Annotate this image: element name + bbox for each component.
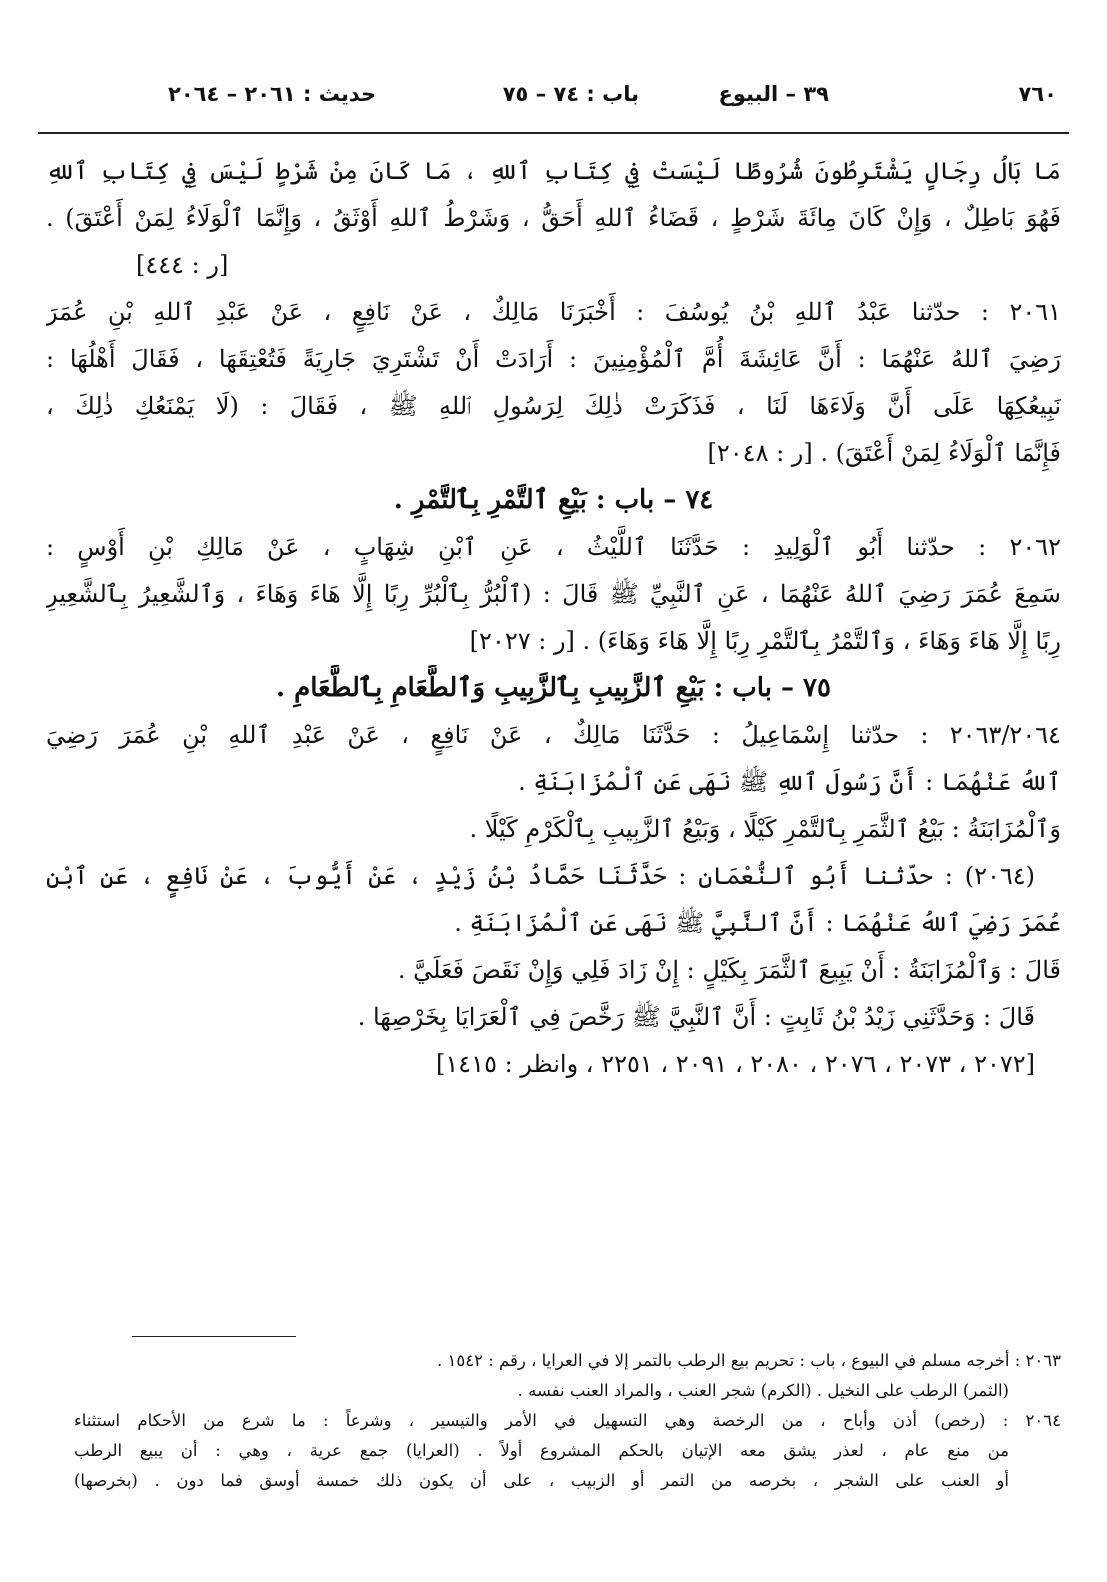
text-line: قَالَ : وَحَدَّثَنِي زَيْدُ بْنُ ثَابِتٍ : أَنَّ ٱلنَّبِيَّ ﷺ رَخَّصَ فِي ٱلْعَرَايَا بِخَرْصِهَا . (357, 1003, 1035, 1031)
hadith-line: ٢٠٦١ : حدّثنا عَبْدُ ٱللهِ بْنُ يُوسُفَ : أَخْبَرَنَا مَالِكٌ ، عَنْ نَافِعٍ ، عَنْ عَبْدِ ٱللهِ بْنِ عُمَرَ (46, 298, 1061, 326)
text-line: قَالَ : وَٱلْمُزَابَنَةُ : أَنْ يَبِيعَ ٱلثَّمَرَ بِكَيْلٍ : إِنْ زَادَ فَلِي وَإِنْ نَقَصَ فَعَلَيَّ . (397, 956, 1061, 984)
text-line: فَهُوَ بَاطِلٌ ، وَإِنْ كَانَ مِائَةَ شَرْطٍ ، قَضَاءُ ٱللهِ أَحَقُّ ، وَشَرْطُ ٱللهِ أَوْثَقُ ، وَإِنَّمَا ٱلْوَلَاءُ لِمَنْ أَعْتَقَ) . (46, 204, 1061, 232)
text-line: وَٱلْمُزَابَنَةُ : بَيْعُ ٱلثَّمَرِ بِٱلتَّمْرِ كَيْلًا ، وَبَيْعُ ٱلزَّبِيبِ بِٱلْكَرْمِ كَيْلًا . (469, 815, 1061, 843)
text-line: رِبًا إِلَّا هَاءَ وَهَاءَ ، وَٱلتَّمْرُ بِٱلتَّمْرِ رِبًا إِلَّا هَاءَ وَهَاءَ) . [ر : ٢٠٢٧] (469, 627, 1061, 655)
header-divider (38, 132, 1069, 134)
text-line: نَبِيعُكِهَا عَلَى أَنَّ وَلَاءَهَا لَنَا ، فَذَكَرَتْ ذٰلِكَ لِرَسُولِ ٱللهِ ﷺ ، فَقَالَ : (لَا يَمْنَعُكِ ذٰلِكَ ، (46, 392, 1061, 420)
footnote-line: أو العنب على الشجر ، بخرصه من التمر أو الزبيب ، على أن يكون ذلك خمسة أوسق فما دون . (بخرصها) (74, 1471, 1009, 1490)
chapter-range: باب : ٧٤ – ٧٥ (502, 82, 639, 106)
book-title: ٣٩ – البيوع (718, 82, 829, 106)
footnote-line: ٢٠٦٣ : أخرجه مسلم في البيوع ، باب : تحريم بيع الرطب بالتمر إلا في العرايا ، رقم : ١٥٤٢ . (437, 1351, 1061, 1370)
chapter-heading: ٧٥ – باب : بَيْعِ ٱلزَّبِيبِ بِٱلزَّبِيبِ وَٱلطَّعَامِ بِٱلطَّعَامِ . (276, 673, 831, 703)
footnote-divider (132, 1336, 296, 1337)
cross-reference-text: [ر : ٤٤٤] (136, 251, 229, 279)
footnote-line: (الثمر) الرطب على النخيل . (الكرم) شجر العنب ، والمراد العنب نفسه . (517, 1381, 1009, 1400)
book-page (38, 0, 1069, 1582)
hadith-line: ٢٠٦٢ : حدّثنا أَبُو ٱلْوَلِيدِ : حَدَّثَنَا ٱللَّيْثُ ، عَنِ ٱبْنِ شِهَابٍ ، عَنْ مَالِكِ بْنِ أَوْسٍ : (46, 533, 1061, 561)
hadith-line: ٢٠٦٣/٢٠٦٤ : حدّثنا إِسْمَاعِيلُ : حَدَّثَنَا مَالِكٌ ، عَنْ نَافِعٍ ، عَنْ عَبْدِ ٱللهِ بْنِ عُمَرَ رَضِيَ (46, 721, 1061, 749)
cross-reference: [٢٠٧٢ ، ٢٠٧٣ ، ٢٠٧٦ ، ٢٠٨٠ ، ٢٠٩١ ، ٢٢٥١ ، وانظر : ١٤١٥] (436, 1050, 1035, 1078)
footnote-line: ٢٠٦٤ : (رخص) أذن وأباح ، من الرخصة وهي التسهيل في الأمر والتيسير ، وشرعاً : ما شرع من الأحكام استثناء (74, 1411, 1061, 1430)
text-line: رَضِيَ ٱللهُ عَنْهُمَا : أَنَّ عَائِشَةَ أُمَّ ٱلْمُؤْمِنِينَ : أَرَادَتْ أَنْ تَشْتَرِيَ جَارِيَةً فَتُعْتِقَهَا ، فَقَالَ أَهْلُهَا : (46, 345, 1061, 373)
text-line: عُمَرَ رَضِيَ ٱللهُ عَنْهُمَا : أَنَّ ٱلنَّبِيَّ ﷺ نَهَى عَنِ ٱلْمُزَابَنَةِ . (454, 909, 1061, 937)
main-text (46, 148, 1061, 1088)
hadith-range: حديث : ٢٠٦١ – ٢٠٦٤ (168, 82, 377, 106)
page-number: ٧٦٠ (1018, 82, 1057, 106)
text-line: ٱللهُ عَنْهُمَا : أَنَّ رَسُولَ ٱللهِ ﷺ نَهَى عَنِ ٱلْمُزَابَنَةِ . (518, 768, 1061, 796)
text-line: مَا بَالُ رِجَالٍ يَشْتَرِطُونَ شُرُوطًا لَيْسَتْ فِي كِتَابِ ٱللهِ ، مَا كَانَ مِنْ شَرْطٍ لَيْسَ فِي كِتَابِ ٱللهِ (46, 157, 1061, 185)
hadith-line: (٢٠٦٤) : حدّثنا أَبُو ٱلنُّعْمَانِ : حَدَّثَنَا حَمَّادُ بْنُ زَيْدٍ ، عَنْ أَيُّوبَ ، عَنْ نَافِعٍ ، عَنِ ٱبْنِ (46, 862, 1035, 890)
text-line: سَمِعَ عُمَرَ رَضِيَ ٱللهُ عَنْهُمَا ، عَنِ ٱلنَّبِيِّ ﷺ قَالَ : (ٱلْبُرُّ بِٱلْبُرِّ رِبًا إِلَّا هَاءَ وَهَاءَ ، وَٱلشَّعِيرُ بِٱلشَّعِيرِ (46, 580, 1061, 608)
text-line: فَإِنَّمَا ٱلْوَلَاءُ لِمَنْ أَعْتَقَ) . [ر : ٢٠٤٨] (707, 439, 1061, 467)
cross-reference (46, 242, 1061, 289)
chapter-heading: ٧٤ – باب : بَيْعِ ٱلتَّمْرِ بِٱلتَّمْرِ . (393, 485, 714, 515)
footnote-line: من منع عام ، لعذر يشق معه الإتيان بالحكم المشروع أولاً . (العرايا) جمع عرية ، وهي : أن يبيع الرطب (74, 1441, 1009, 1460)
footnotes (74, 1346, 1061, 1496)
running-header (38, 82, 1069, 122)
